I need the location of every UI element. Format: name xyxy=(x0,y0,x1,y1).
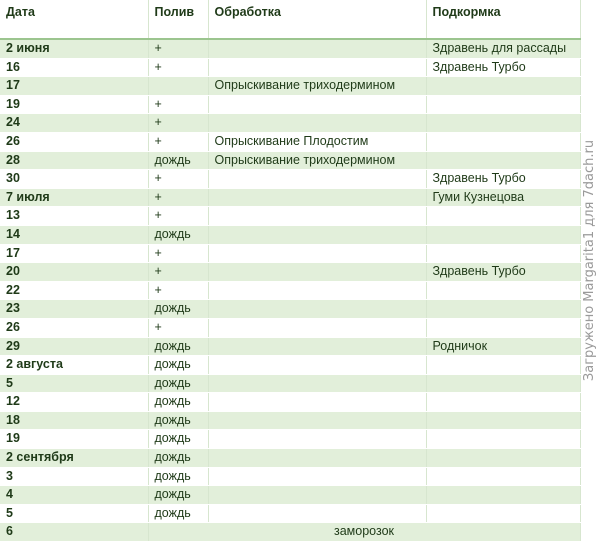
cell-watering: + xyxy=(148,188,208,207)
cell-feeding xyxy=(426,374,580,393)
cell-watering: дождь xyxy=(148,430,208,449)
cell-watering: + xyxy=(148,263,208,282)
cell-watering: + xyxy=(148,207,208,226)
table-row xyxy=(0,337,580,356)
table-row xyxy=(0,467,580,486)
cell-treatment xyxy=(208,244,426,263)
cell-date: 22 xyxy=(0,281,148,300)
cell-watering: дождь xyxy=(148,356,208,375)
table-row xyxy=(0,151,580,170)
cell-watering: дождь xyxy=(148,486,208,505)
cell-treatment xyxy=(208,486,426,505)
cell-treatment xyxy=(208,225,426,244)
cell-watering: + xyxy=(148,95,208,114)
cell-watering xyxy=(148,77,208,96)
table-row xyxy=(0,114,580,133)
cell-treatment xyxy=(208,281,426,300)
cell-treatment xyxy=(208,504,426,523)
cell-feeding: Гуми Кузнецова xyxy=(426,188,580,207)
cell-treatment xyxy=(208,58,426,77)
cell-date: 16 xyxy=(0,58,148,77)
cell-treatment xyxy=(208,356,426,375)
cell-watering: + xyxy=(148,39,208,58)
cell-watering: дождь xyxy=(148,337,208,356)
table-row xyxy=(0,318,580,337)
cell-feeding xyxy=(426,430,580,449)
cell-date: 18 xyxy=(0,411,148,430)
table-row xyxy=(0,356,580,375)
cell-watering: + xyxy=(148,318,208,337)
table-row xyxy=(0,374,580,393)
cell-watering: + xyxy=(148,244,208,263)
cell-treatment xyxy=(208,449,426,468)
cell-date: 19 xyxy=(0,95,148,114)
cell-feeding xyxy=(426,95,580,114)
cell-treatment xyxy=(208,95,426,114)
cell-date: 29 xyxy=(0,337,148,356)
cell-feeding xyxy=(426,504,580,523)
cell-date: 3 xyxy=(0,467,148,486)
table-row xyxy=(0,300,580,319)
cell-date: 30 xyxy=(0,170,148,189)
cell-feeding xyxy=(426,77,580,96)
table-row xyxy=(0,39,580,58)
cell-watering: дождь xyxy=(148,449,208,468)
cell-date: 2 августа xyxy=(0,356,148,375)
cell-date: 12 xyxy=(0,393,148,412)
cell-watering: + xyxy=(148,58,208,77)
cell-watering: дождь xyxy=(148,467,208,486)
cell-watering: дождь xyxy=(148,225,208,244)
cell-feeding xyxy=(426,486,580,505)
header-treatment: Обработка xyxy=(208,0,426,39)
table-row xyxy=(0,207,580,226)
cell-watering: дождь xyxy=(148,411,208,430)
cell-feeding xyxy=(426,393,580,412)
cell-watering: дождь xyxy=(148,374,208,393)
cell-feeding xyxy=(426,151,580,170)
cell-feeding xyxy=(426,244,580,263)
cell-treatment: Опрыскивание триходермином xyxy=(208,77,426,96)
header-feeding: Подкормка xyxy=(426,0,580,39)
cell-feeding: Родничок xyxy=(426,337,580,356)
table-row xyxy=(0,170,580,189)
cell-treatment xyxy=(208,411,426,430)
cell-watering: дождь xyxy=(148,151,208,170)
table-row xyxy=(0,411,580,430)
cell-watering: дождь xyxy=(148,300,208,319)
table-row xyxy=(0,188,580,207)
cell-date: 28 xyxy=(0,151,148,170)
table-row xyxy=(0,430,580,449)
cell-treatment xyxy=(208,207,426,226)
cell-watering: дождь xyxy=(148,504,208,523)
cell-feeding xyxy=(426,356,580,375)
table-row xyxy=(0,393,580,412)
cell-date: 17 xyxy=(0,244,148,263)
cell-treatment xyxy=(208,39,426,58)
cell-date: 6 xyxy=(0,523,148,542)
cell-treatment xyxy=(208,300,426,319)
cell-feeding xyxy=(426,449,580,468)
cell-treatment xyxy=(208,114,426,133)
cell-date: 2 июня xyxy=(0,39,148,58)
table-row xyxy=(0,523,580,542)
cell-treatment xyxy=(208,337,426,356)
table-row xyxy=(0,95,580,114)
cell-date: 26 xyxy=(0,132,148,151)
cell-date: 4 xyxy=(0,486,148,505)
cell-treatment xyxy=(208,467,426,486)
cell-feeding xyxy=(426,207,580,226)
cell-treatment xyxy=(208,170,426,189)
table-body xyxy=(0,39,580,542)
cell-date: 13 xyxy=(0,207,148,226)
cell-treatment xyxy=(208,318,426,337)
table-header xyxy=(0,0,580,39)
cell-feeding xyxy=(426,411,580,430)
cell-feeding: Здравень Турбо xyxy=(426,58,580,77)
cell-note: заморозок xyxy=(148,523,580,542)
cell-feeding: Здравень Турбо xyxy=(426,263,580,282)
cell-treatment xyxy=(208,393,426,412)
table-row xyxy=(0,225,580,244)
header-date: Дата xyxy=(0,0,148,39)
cell-feeding xyxy=(426,281,580,300)
table-row xyxy=(0,132,580,151)
cell-watering: + xyxy=(148,170,208,189)
cell-feeding xyxy=(426,225,580,244)
cell-date: 5 xyxy=(0,504,148,523)
table-row xyxy=(0,281,580,300)
cell-feeding xyxy=(426,467,580,486)
cell-treatment: Опрыскивание Плодостим xyxy=(208,132,426,151)
cell-date: 14 xyxy=(0,225,148,244)
cell-date: 20 xyxy=(0,263,148,282)
cell-watering: дождь xyxy=(148,393,208,412)
cell-feeding xyxy=(426,300,580,319)
cell-date: 2 сентября xyxy=(0,449,148,468)
cell-date: 5 xyxy=(0,374,148,393)
table-row xyxy=(0,77,580,96)
cell-date: 26 xyxy=(0,318,148,337)
cell-feeding: Здравень Турбо xyxy=(426,170,580,189)
cell-watering: + xyxy=(148,114,208,133)
cell-watering: + xyxy=(148,132,208,151)
cell-treatment xyxy=(208,374,426,393)
table-row xyxy=(0,263,580,282)
cell-feeding xyxy=(426,114,580,133)
header-watering: Полив xyxy=(148,0,208,39)
table-row xyxy=(0,244,580,263)
cell-watering: + xyxy=(148,281,208,300)
cell-feeding xyxy=(426,132,580,151)
watermark-text: Загружено Margarita1 для 7dach.ru xyxy=(582,139,598,381)
cell-feeding xyxy=(426,318,580,337)
watermark xyxy=(580,0,600,520)
cell-date: 23 xyxy=(0,300,148,319)
cell-treatment: Опрыскивание триходермином xyxy=(208,151,426,170)
cell-treatment xyxy=(208,263,426,282)
table-row xyxy=(0,58,580,77)
cell-date: 24 xyxy=(0,114,148,133)
cell-date: 19 xyxy=(0,430,148,449)
table-row xyxy=(0,449,580,468)
cell-treatment xyxy=(208,430,426,449)
cell-date: 17 xyxy=(0,77,148,96)
cell-feeding: Здравень для рассады xyxy=(426,39,580,58)
table-row xyxy=(0,504,580,523)
cell-treatment xyxy=(208,188,426,207)
table-row xyxy=(0,486,580,505)
cell-date: 7 июля xyxy=(0,188,148,207)
